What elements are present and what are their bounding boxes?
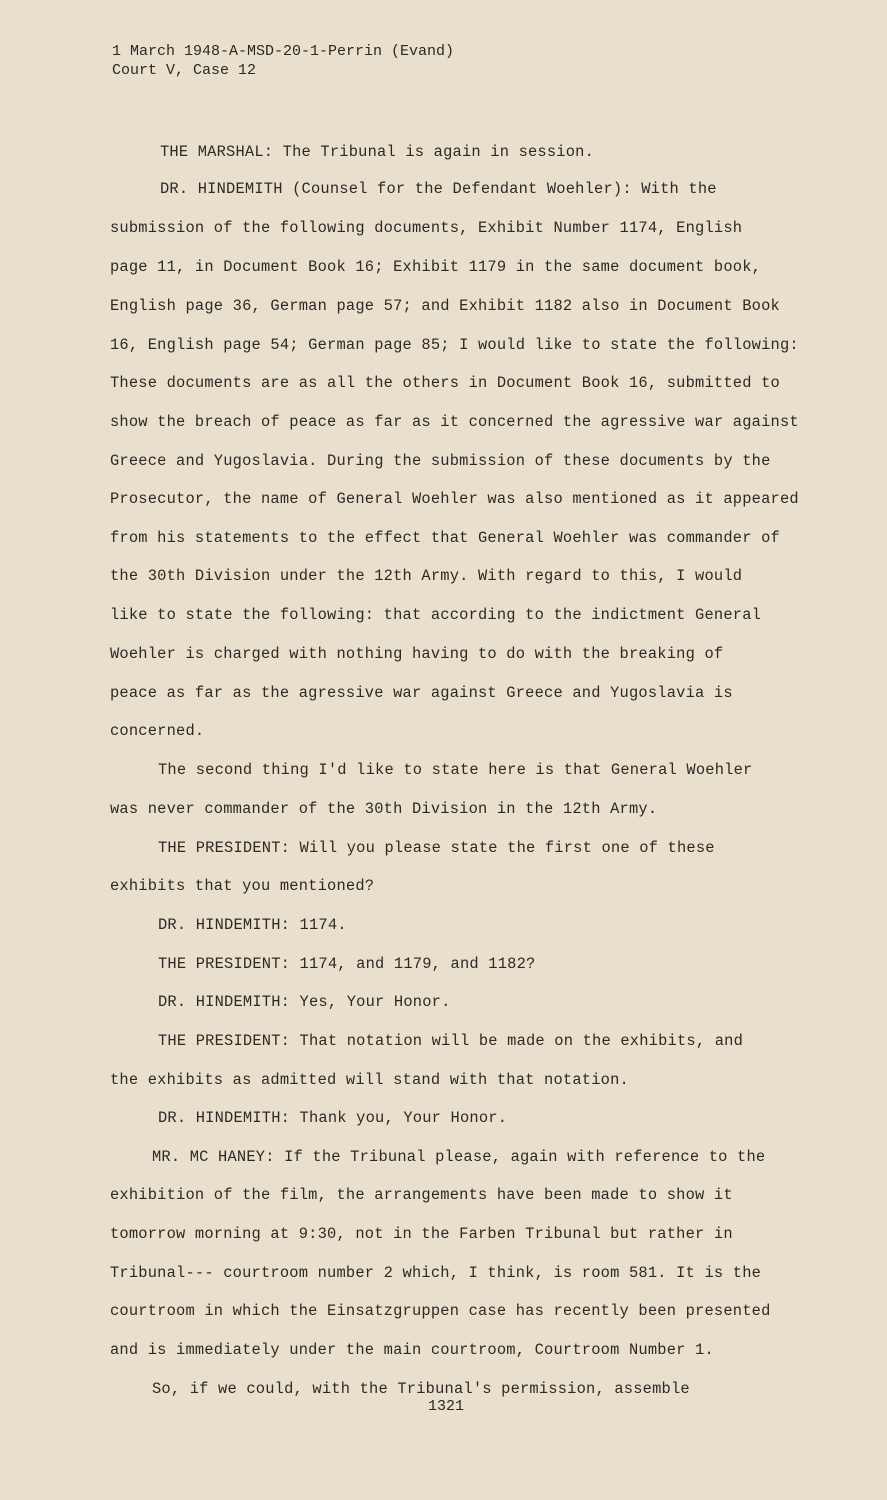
transcript-line: exhibition of the film, the arrangements have been made to show it (110, 1186, 733, 1204)
transcript-line: THE PRESIDENT: That notation will be made on the exhibits, and (158, 1032, 744, 1050)
transcript-line: the 30th Division under the 12th Army. With regard to this, I would (110, 567, 743, 585)
transcript-line: Woehler is charged with nothing having to do with the breaking of (110, 645, 724, 663)
document-header (112, 42, 454, 80)
transcript-line: DR. HINDEMITH: Yes, Your Honor. (158, 993, 451, 1011)
transcript-line: concerned. (110, 722, 205, 740)
transcript-line: DR. HINDEMITH: Thank you, Your Honor. (158, 1109, 508, 1127)
transcript-line: THE MARSHAL: The Tribunal is again in session. (160, 143, 595, 161)
transcript-line: courtroom in which the Einsatzgruppen case has recently been presented (110, 1302, 771, 1320)
transcript-line: peace as far as the agressive war against Greece and Yugoslavia is (110, 684, 733, 702)
transcript-line: These documents are as all the others in Document Book 16, submitted to (110, 374, 780, 392)
page-number: 1321 (428, 1398, 465, 1415)
header-court-line: Court V, Case 12 (112, 62, 257, 79)
transcript-line: THE PRESIDENT: 1174, and 1179, and 1182? (158, 955, 536, 973)
transcript-line: DR. HINDEMITH (Counsel for the Defendant Woehler): With the (160, 180, 717, 198)
transcript-line: 16, English page 54; German page 85; I would like to state the following: (110, 336, 799, 354)
transcript-line: like to state the following: that according to the indictment General (110, 606, 762, 624)
transcript-line: show the breach of peace as far as it concerned the agressive war against (110, 413, 799, 431)
transcript-line: tomorrow morning at 9:30, not in the Farben Tribunal but rather in (110, 1225, 733, 1243)
transcript-line: was never commander of the 30th Division in the 12th Army. (110, 800, 658, 818)
transcript-line: MR. MC HANEY: If the Tribunal please, again with reference to the (152, 1148, 766, 1166)
transcript-line: exhibits that you mentioned? (110, 877, 375, 895)
transcript-line: So, if we could, with the Tribunal's permission, assemble (152, 1380, 690, 1398)
transcript-line: Prosecutor, the name of General Woehler was also mentioned as it appeared (110, 490, 799, 508)
transcript-line: submission of the following documents, Exhibit Number 1174, English (110, 219, 743, 237)
transcript-line: page 11, in Document Book 16; Exhibit 1179 in the same document book, (110, 258, 762, 276)
transcript-line: the exhibits as admitted will stand with that notation. (110, 1071, 629, 1089)
transcript-line: The second thing I'd like to state here is that General Woehler (158, 761, 753, 779)
transcript-line: from his statements to the effect that General Woehler was commander of (110, 529, 780, 547)
transcript-line: Greece and Yugoslavia. During the submission of these documents by the (110, 452, 771, 470)
transcript-line: and is immediately under the main courtroom, Courtroom Number 1. (110, 1341, 714, 1359)
transcript-line: English page 36, German page 57; and Exhibit 1182 also in Document Book (110, 297, 780, 315)
header-date-line: 1 March 1948-A-MSD-20-1-Perrin (Evand) (112, 43, 455, 60)
transcript-line: Tribunal--- courtroom number 2 which, I think, is room 581. It is the (110, 1264, 762, 1282)
transcript-line: THE PRESIDENT: Will you please state the first one of these (158, 839, 715, 857)
transcript-line: DR. HINDEMITH: 1174. (158, 916, 347, 934)
